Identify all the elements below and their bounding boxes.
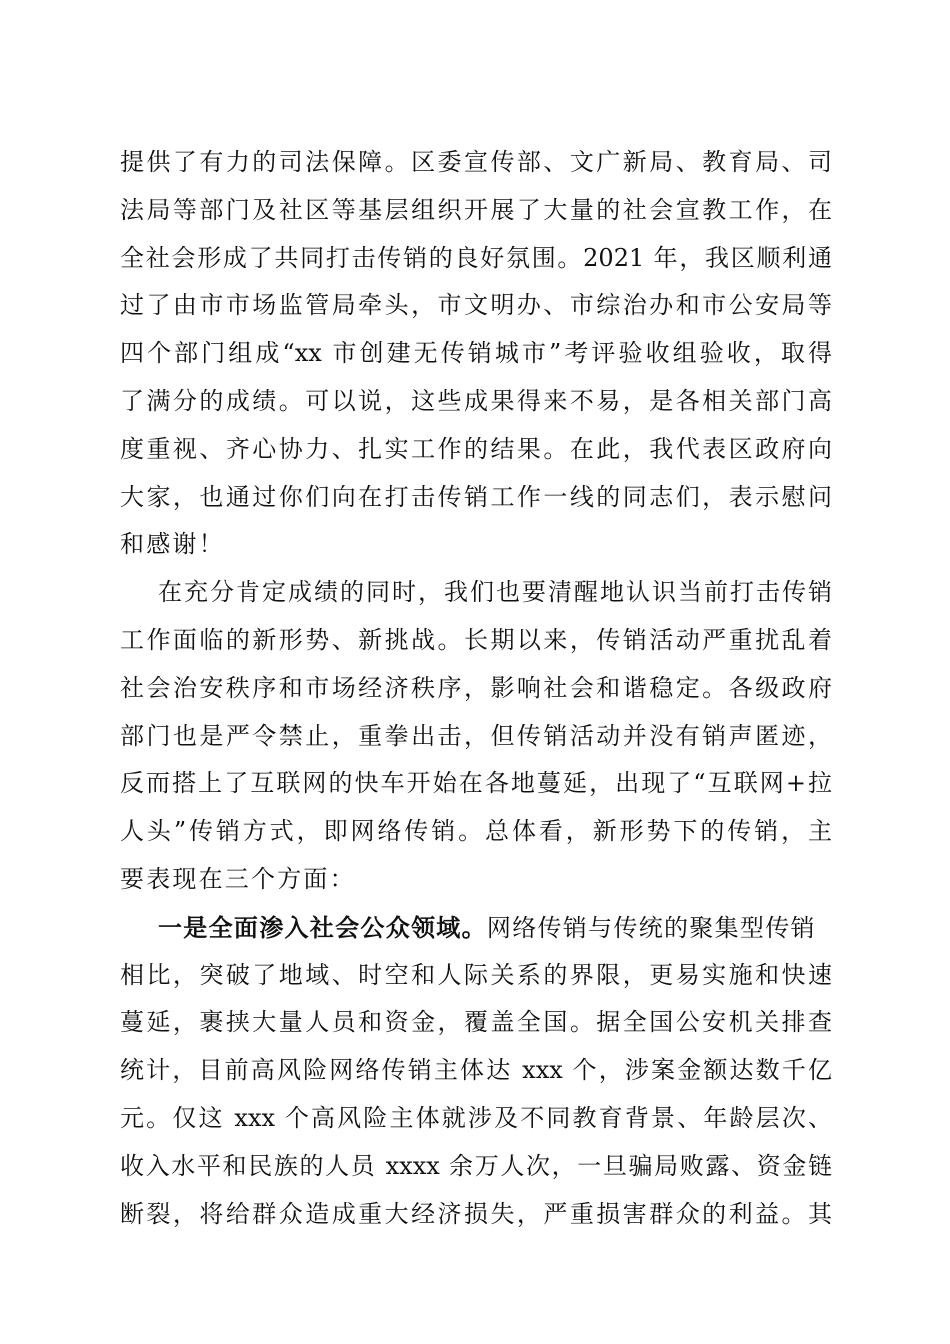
text-line: 要表现在三个方面： xyxy=(120,864,356,893)
text-line: 断裂，将给群众造成重大经济损失，严重损害群众的利益。其 xyxy=(120,1199,832,1228)
text-line: 在充分肯定成绩的同时，我们也要清醒地认识当前打击传销 xyxy=(158,578,832,607)
text-line: 了满分的成绩。可以说，这些成果得来不易，是各相关部门高 xyxy=(120,386,832,415)
text-line: 社会治安秩序和市场经济秩序，影响社会和谐稳定。各级政府 xyxy=(120,673,832,702)
text-line: 提供了有力的司法保障。区委宣传部、文广新局、教育局、司 xyxy=(120,148,832,176)
text-line: 度重视、齐心协力、扎实工作的结果。在此，我代表区政府向 xyxy=(120,434,832,463)
text-line: 法局等部门及社区等基层组织开展了大量的社会宣教工作，在 xyxy=(120,195,832,224)
text-line: 相比，突破了地域、时空和人际关系的界限，更易实施和快速 xyxy=(120,960,832,989)
text-line: 统计，目前高风险网络传销主体达 xxx 个，涉案金额达数千亿 xyxy=(120,1056,832,1085)
text-line: 收入水平和民族的人员 xxxx 余万人次，一旦骗局败露、资金链 xyxy=(120,1151,832,1180)
text-line: 反而搭上了互联网的快车开始在各地蔓延，出现了“互联网+拉 xyxy=(120,769,832,798)
body-text xyxy=(120,139,832,1238)
text-run: 网络传销与传统的聚集型传销 xyxy=(486,913,816,942)
text-line: 工作面临的新形势、新挑战。长期以来，传销活动严重扰乱着 xyxy=(120,625,832,654)
text-line: 元。仅这 xxx 个高风险主体就涉及不同教育背景、年龄层次、 xyxy=(120,1103,832,1132)
text-line: 人头”传销方式，即网络传销。总体看，新形势下的传销，主 xyxy=(120,817,832,846)
text-line: 蔓延，裹挟大量人员和资金，覆盖全国。据全国公安机关排查 xyxy=(120,1008,832,1037)
text-line xyxy=(120,904,832,952)
section-heading: 一是全面渗入社会公众领域。 xyxy=(158,912,487,942)
text-line: 部门也是严令禁止，重拳出击，但传销活动并没有销声匿迹， xyxy=(120,721,832,750)
text-line: 大家，也通过你们向在打击传销工作一线的同志们，表示慰问 xyxy=(120,482,832,511)
text-line: 全社会形成了共同打击传销的良好氛围。2021 年，我区顺利通 xyxy=(120,243,832,272)
text-line: 和感谢！ xyxy=(120,530,225,559)
text-line: 过了由市市场监管局牵头，市文明办、市综治办和市公安局等 xyxy=(120,291,832,320)
text-line: 四个部门组成“xx 市创建无传销城市”考评验收组验收，取得 xyxy=(120,339,832,368)
